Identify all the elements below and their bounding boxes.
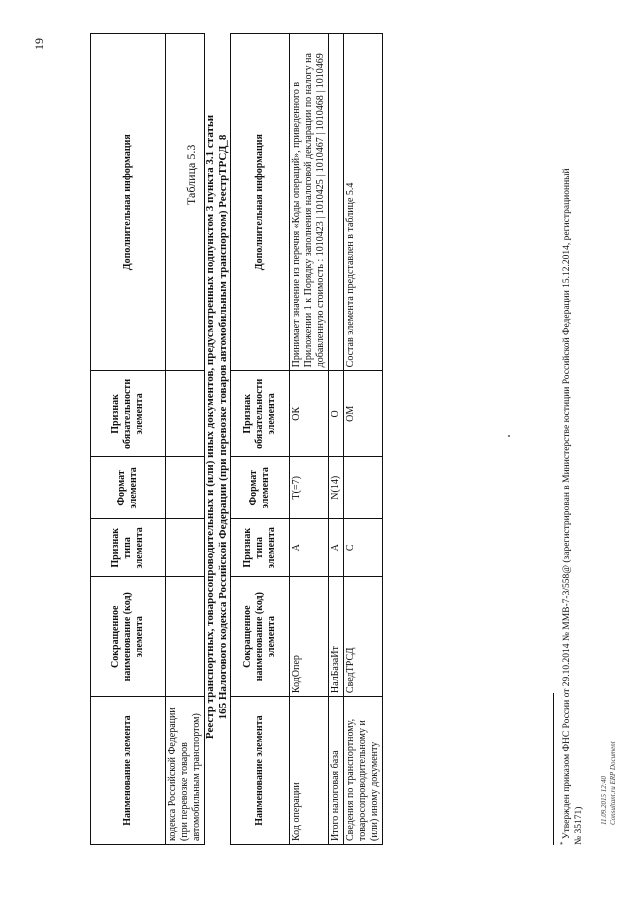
- table-cell: Код операции: [290, 697, 329, 845]
- table-cell: А: [329, 519, 344, 577]
- footnote-text: Утвержден приказом ФНС России от 29.10.2014 № ММВ-7-3/558@ (зарегистрирован в Министерстве юстиции Российской Федерации 15.12.2014, регистрационный: [562, 168, 573, 840]
- table-title-line: Реестр транспортных, товаросопроводительных и (или) иных документов, предусмотренных подпунктом 3 пункта 3.1 статьи: [204, 114, 216, 740]
- table-cell: T(=7): [290, 457, 329, 519]
- table-label: Таблица 5.3: [184, 144, 198, 205]
- print-stamp: [600, 741, 618, 825]
- table-cell: кодекса Российской Федерации (при перевозке товаров автомобильным транспортом): [166, 697, 205, 845]
- main-table: [230, 33, 383, 845]
- table-cell: Сведения по транспортному, товаросопроводительному и (или) иному документу: [344, 697, 383, 845]
- table-cell: А: [290, 519, 329, 577]
- table-cell: [344, 457, 383, 519]
- header-cell: Признак типа элемента: [91, 519, 166, 577]
- header-cell: Наименование элемента: [231, 697, 290, 845]
- header-cell: Признак обязательности элемента: [91, 371, 166, 457]
- table-cell: ОМ: [344, 371, 383, 457]
- table-cell: [166, 577, 205, 697]
- table-header-row: [231, 34, 290, 845]
- footnote-rule: [553, 693, 554, 845]
- table-cell: N(14): [329, 457, 344, 519]
- table-cell: Итого налоговая база: [329, 697, 344, 845]
- table-cell: О: [329, 371, 344, 457]
- table-cell: НалБазаИт: [329, 577, 344, 697]
- table-cell: ОК: [290, 371, 329, 457]
- table-cell: [166, 457, 205, 519]
- footnote-registration: № 35171): [574, 806, 585, 845]
- header-cell: Сокращенное наименование (код) элемента: [231, 577, 290, 697]
- table-cell: СведТРСД: [344, 577, 383, 697]
- table-row: [329, 34, 344, 845]
- stamp-line: 11.09.2015 12:40: [600, 775, 608, 825]
- scan-speck: [508, 435, 510, 437]
- table-header-row: [91, 34, 166, 845]
- table-title: [204, 37, 230, 817]
- footnote: [557, 5, 585, 845]
- table-cell: [166, 519, 205, 577]
- table-title-line: 165 Налогового кодекса Российской Федерации (при перевозке товаров автомобильным транспортом) РеестрТРСД_8: [217, 134, 229, 720]
- header-cell: Признак типа элемента: [231, 519, 290, 577]
- header-cell: Дополнительная информация: [91, 34, 166, 371]
- header-cell: Формат элемента: [91, 457, 166, 519]
- table-cell: [329, 34, 344, 371]
- page-number: 19: [32, 38, 46, 50]
- header-cell: Дополнительная информация: [231, 34, 290, 371]
- table-cell: Состав элемента представлен в таблице 5.4: [344, 34, 383, 371]
- header-cell: Сокращенное наименование (код) элемента: [91, 577, 166, 697]
- table-row: [344, 34, 383, 845]
- table-cell: С: [344, 519, 383, 577]
- footnote-mark: *: [559, 841, 567, 845]
- header-cell: Признак обязательности элемента: [231, 371, 290, 457]
- table-cell: Принимает значение из перечня «Коды операций», приведенного в Приложении 1 к Порядку заполнения налоговой декларации по налогу на добавленную стоимость : 1010423 | 1010425 | 1010467 | 1010468 | 1010469: [290, 34, 329, 371]
- header-cell: Формат элемента: [231, 457, 290, 519]
- table-row: [290, 34, 329, 845]
- table-cell: [166, 371, 205, 457]
- stamp-line: Consultant.ru ERP Document: [609, 741, 617, 825]
- table-cell: КодОпер: [290, 577, 329, 697]
- header-cell: Наименование элемента: [91, 697, 166, 845]
